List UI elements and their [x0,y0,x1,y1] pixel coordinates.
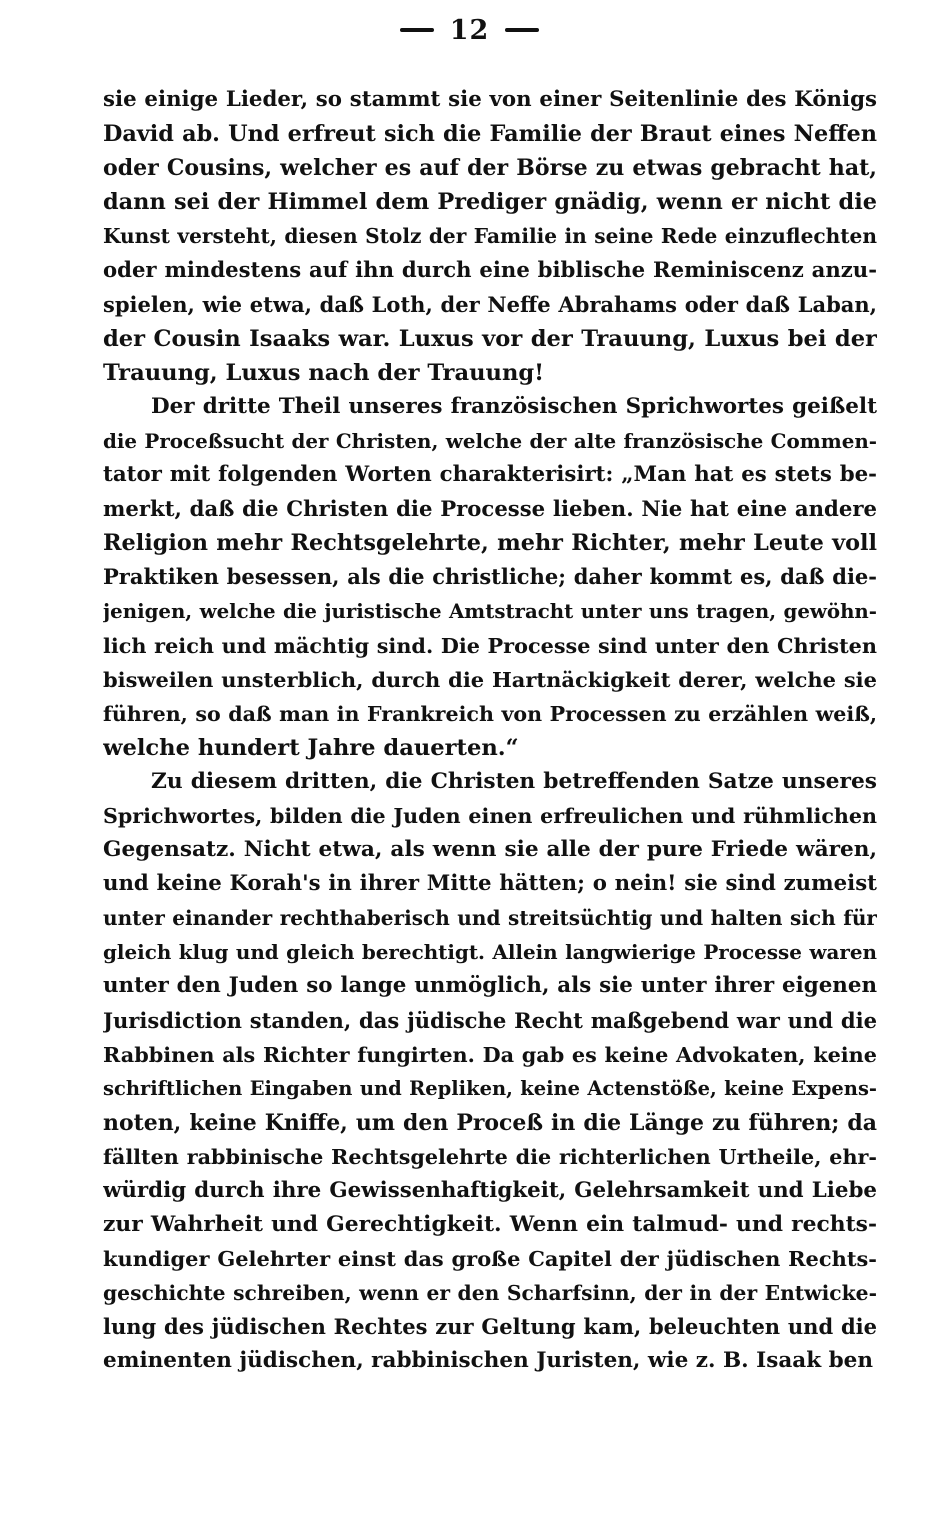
text-line: oder mindestens auf ihn durch eine biblische Reminiscenz anzu- [103,257,877,283]
text-line: der Cousin Isaaks war. Luxus vor der Trauung, Luxus bei der [103,325,877,352]
text-line: unter den Juden so lange unmöglich, als sie unter ihrer eigenen [103,973,877,999]
text-line: David ab. Und erfreut sich die Familie der Braut eines Neffen [103,121,877,148]
paragraph [103,765,877,1379]
text-line: kundiger Gelehrter einst das große Capitel der jüdischen Rechts- [103,1246,877,1272]
text-line: Religion mehr Rechtsgelehrte, mehr Richter, mehr Leute voll [103,530,877,557]
text-line: und keine Korah's in ihrer Mitte hätten; o nein! sie sind zumeist [103,871,877,897]
header-dash-left [400,28,434,32]
text-line: lich reich und mächtig sind. Die Processe sind unter den Christen [103,632,877,658]
text-line: Gegensatz. Nicht etwa, als wenn sie alle der pure Friede wären, [103,837,877,863]
text-line: unter einander rechthaberisch und streitsüchtig und halten sich für [103,906,877,931]
text-line: führen, so daß man in Frankreich von Processen zu erzählen weiß, [103,701,877,726]
text-line: schriftlichen Eingaben und Repliken, keine Actenstöße, keine Expens- [103,1076,877,1100]
text-line: Zu diesem dritten, die Christen betreffenden Satze unseres [151,768,877,794]
text-line: welche hundert Jahre dauerten.“ [103,734,519,761]
text-line: sie einige Lieder, so stammt sie von einer Seitenlinie des Königs [103,87,877,112]
text-line: fällten rabbinische Rechtsgelehrte die richterlichen Urtheile, ehr- [103,1144,877,1169]
text-line: Rabbinen als Richter fungirten. Da gab es keine Advokaten, keine [103,1041,877,1067]
paragraph [103,390,877,765]
text-line: die Proceßsucht der Christen, welche der alte französische Commen- [103,428,877,453]
page-header [0,10,939,50]
text-line: Jurisdiction standen, das jüdische Recht maßgebend war und die [103,1007,877,1033]
text-line: merkt, daß die Christen die Processe lieben. Nie hat eine andere [103,496,877,522]
text-line: würdig durch ihre Gewissenhaftigkeit, Gelehrsamkeit und Liebe [103,1178,877,1203]
text-line: Trauung, Luxus nach der Trauung! [103,359,545,386]
text-line: eminenten jüdischen, rabbinischen Juristen, wie z. B. Isaak ben [103,1348,873,1374]
text-line: jenigen, welche die juristische Amtstracht unter uns tragen, gewöhn- [103,599,877,624]
text-line: zur Wahrheit und Gerechtigkeit. Wenn ein talmud- und rechts- [103,1212,877,1238]
text-line: Kunst versteht, diesen Stolz der Familie in seine Rede einzuflechten [103,224,877,249]
text-line: Der dritte Theil unseres französischen Sprichwortes geißelt [151,393,877,419]
text-line: geschichte schreiben, wenn er den Scharfsinn, der in der Entwicke- [103,1281,877,1306]
text-line: bisweilen unsterblich, durch die Hartnäckigkeit derer, welche sie [103,666,877,692]
text-line: Sprichwortes, bilden die Juden einen erfreulichen und rühmlichen [103,803,877,828]
text-line: dann sei der Himmel dem Prediger gnädig, wenn er nicht die [103,189,877,216]
text-line: oder Cousins, welcher es auf der Börse zu etwas gebracht hat, [103,155,877,182]
header-dash-right [505,28,539,32]
page-number: 12 [449,14,490,46]
text-line: tator mit folgenden Worten charakterisirt: „Man hat es stets be- [103,462,877,488]
text-line: gleich klug und gleich berechtigt. Allein langwierige Processe waren [103,940,877,965]
paragraph [103,83,877,390]
text-line: spielen, wie etwa, daß Loth, der Neffe Abrahams oder daß Laban, [103,291,877,317]
text-line: noten, keine Kniffe, um den Proceß in die Länge zu führen; da [103,1109,877,1136]
text-line: lung des jüdischen Rechtes zur Geltung kam, beleuchten und die [103,1314,877,1340]
body-text [103,83,877,1379]
text-line: Praktiken besessen, als die christliche; daher kommt es, daß die- [103,564,877,590]
